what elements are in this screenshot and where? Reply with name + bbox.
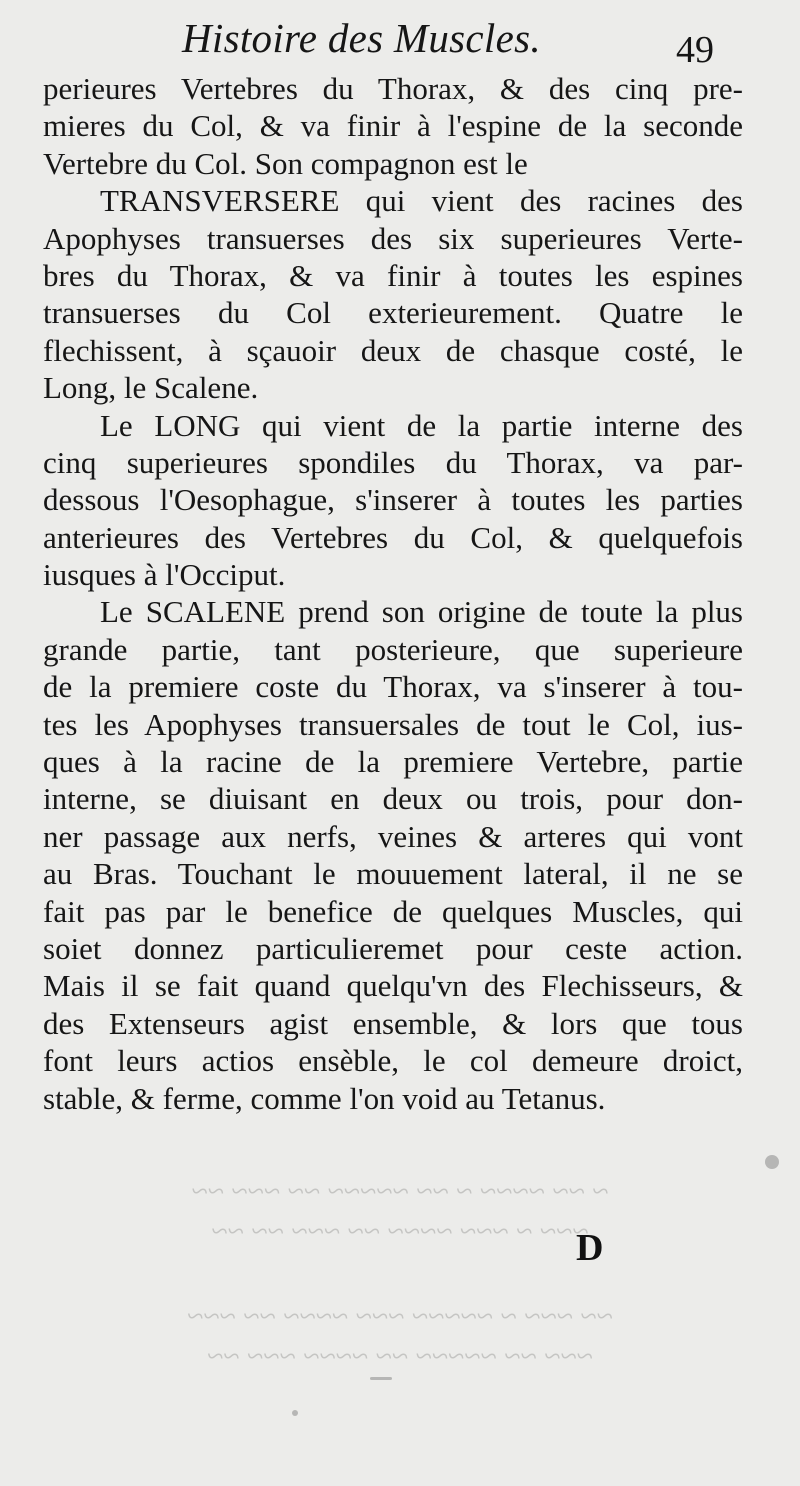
text-line: interne, se diuisant en deux ou trois, pour don- bbox=[43, 781, 743, 817]
text-line: grande partie, tant posterieure, que superieure bbox=[43, 631, 743, 667]
bleed-through-decoration: ~~~ ~ ~~~ ~~~~ ~~ ~~~ ~~ ~~ bbox=[211, 1215, 589, 1248]
text-line: font leurs actios ensèble, le col demeure droict, bbox=[43, 1043, 743, 1079]
text-line: anterieures des Vertebres du Col, & quelquefois bbox=[43, 519, 743, 555]
page-number: 49 bbox=[676, 29, 714, 71]
text-line: iusques à l'Occiput. bbox=[43, 557, 286, 593]
text-line: Le LONG qui vient de la partie interne des bbox=[100, 407, 743, 443]
text-line: de la premiere coste du Thorax, va s'inserer à tou- bbox=[43, 669, 743, 705]
text-line: perieures Vertebres du Thorax, & des cinq pre- bbox=[43, 71, 743, 106]
text-line: cinq superieures spondiles du Thorax, va par- bbox=[43, 444, 743, 480]
text-line: Vertebre du Col. Son compagnon est le bbox=[43, 145, 528, 181]
text-line: soiet donnez particulieremet pour ceste action. bbox=[43, 930, 743, 966]
text-line: TRANSVERSERE qui vient des racines des bbox=[100, 183, 743, 219]
text-line: bres du Thorax, & va finir à toutes les espines bbox=[43, 257, 743, 293]
text-line: Le SCALENE prend son origine de toute la plus bbox=[100, 594, 743, 630]
text-line: dessous l'Oesophague, s'inserer à toutes les parties bbox=[43, 482, 743, 518]
running-title: Histoire des Muscles. bbox=[182, 15, 541, 61]
text-line: flechissent, à sçauoir deux de chasque costé, le bbox=[43, 332, 743, 368]
ink-speck bbox=[765, 1155, 779, 1169]
text-line: stable, & ferme, comme l'on void au Tetanus. bbox=[43, 1080, 606, 1116]
text-line: au Bras. Touchant le mouuement lateral, il ne se bbox=[43, 856, 743, 892]
signature-mark: D bbox=[576, 1227, 604, 1269]
ink-speck bbox=[292, 1410, 298, 1416]
text-line: tes les Apophyses transuersales de tout le Col, ius- bbox=[43, 706, 743, 742]
text-line: ques à la racine de la premiere Vertebre, partie bbox=[43, 744, 743, 780]
ink-speck bbox=[370, 1377, 392, 1380]
text-line: transuerses du Col exterieurement. Quatre le bbox=[43, 295, 743, 331]
text-line: Mais il se fait quand quelqu'vn des Flechisseurs, & bbox=[43, 968, 743, 1004]
text-line: fait pas par le benefice de quelques Muscles, qui bbox=[43, 893, 743, 929]
text-line: ner passage aux nerfs, veines & arteres qui vont bbox=[43, 818, 743, 854]
text-line: des Extenseurs agist ensemble, & lors que tous bbox=[43, 1005, 743, 1041]
page-header bbox=[0, 8, 800, 72]
bleed-through-decoration: ~~ ~~~ ~ ~~~~~ ~~~ ~~~~ ~~ ~~~ bbox=[187, 1300, 613, 1333]
body-text bbox=[43, 70, 743, 1117]
text-line: mieres du Col, & va finir à l'espine de la seconde bbox=[43, 108, 743, 144]
bleed-through-decoration: ~ ~~ ~~~~ ~ ~~ ~~~~~ ~~ ~~~ ~~ bbox=[191, 1175, 609, 1208]
text-line: Apophyses transuerses des six superieures Verte- bbox=[43, 220, 743, 256]
bleed-through-decoration: ~~~ ~~ ~~~~~ ~~ ~~~~ ~~~ ~~ bbox=[207, 1340, 593, 1373]
text-line: Long, le Scalene. bbox=[43, 370, 259, 406]
